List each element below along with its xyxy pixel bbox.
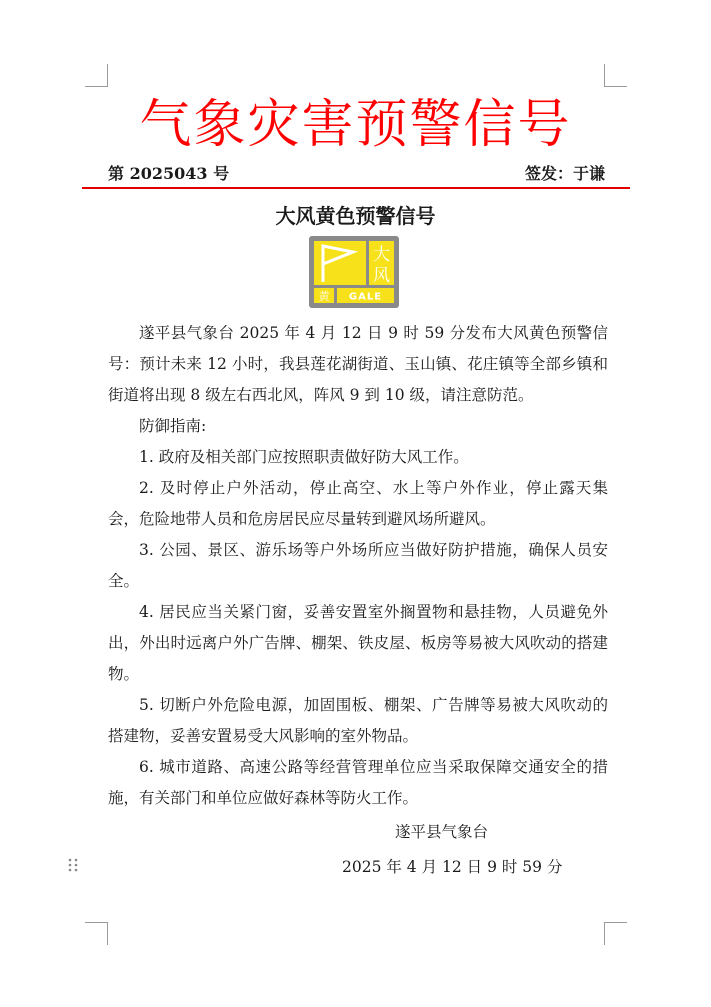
icon-char-top: 大 [373, 245, 390, 265]
crop-mark-bottom-right [604, 922, 627, 945]
guide-item-6: 6. 城市道路、高速公路等经营管理单位应当采取保障交通安全的措施，有关部门和单位应做好森林等防火工作。 [108, 758, 608, 807]
footer-organization: 遂平县气象台 [395, 823, 489, 841]
signer: 签发：于谦 [524, 164, 605, 183]
gale-warning-svg [309, 236, 399, 308]
drag-dots-icon [67, 857, 79, 873]
footer-datetime: 2025 年 4 月 12 日 9 时 59 分 [342, 858, 563, 876]
warning-intro: 遂平县气象台 2025 年 4 月 12 日 9 时 59 分发布大风黄色预警信号：预计未来 12 小时，我县莲花湖街道、玉山镇、花庄镇等全部乡镇和街道将出现 8 级左右西北风，阵风 9 到 10 级，请注意防范。 [108, 324, 608, 404]
guide-item-2: 2. 及时停止户外活动，停止高空、水上等户外作业，停止露天集会，危险地带人员和危房居民应尽量转到避风场所避风。 [108, 479, 608, 528]
icon-char-bottom: 风 [373, 266, 390, 286]
guide-item-1: 1. 政府及相关部门应按照职责做好防大风工作。 [139, 448, 469, 466]
drag-handle-icon[interactable] [67, 857, 79, 873]
guide-item-4: 4. 居民应当关紧门窗，妥善安置室外搁置物和悬挂物，人员避免外出，外出时远离户外广告牌、棚架、铁皮屋、板房等易被大风吹动的搭建物。 [108, 603, 608, 683]
guide-heading: 防御指南: [139, 417, 207, 435]
crop-mark-top-left [85, 64, 108, 87]
issue-number: 第 2025043 号 [108, 164, 230, 183]
icon-color-label: 黄 [318, 290, 330, 303]
warning-body [108, 318, 608, 814]
guide-item-5: 5. 切断户外危险电源，加固围板、棚架、广告牌等易被大风吹动的搭建物，妥善安置易受大风影响的室外物品。 [108, 696, 608, 745]
crop-mark-top-right [604, 64, 627, 87]
document-title: 气象灾害预警信号 [139, 95, 572, 155]
guide-item-3: 3. 公园、景区、游乐场等户外场所应当做好防护措施，确保人员安全。 [108, 541, 608, 590]
crop-mark-bottom-left [85, 922, 108, 945]
signal-title: 大风黄色预警信号 [275, 204, 436, 228]
icon-code-label: GALE [348, 291, 383, 303]
gale-yellow-warning-icon [309, 236, 399, 308]
red-divider [82, 187, 630, 189]
